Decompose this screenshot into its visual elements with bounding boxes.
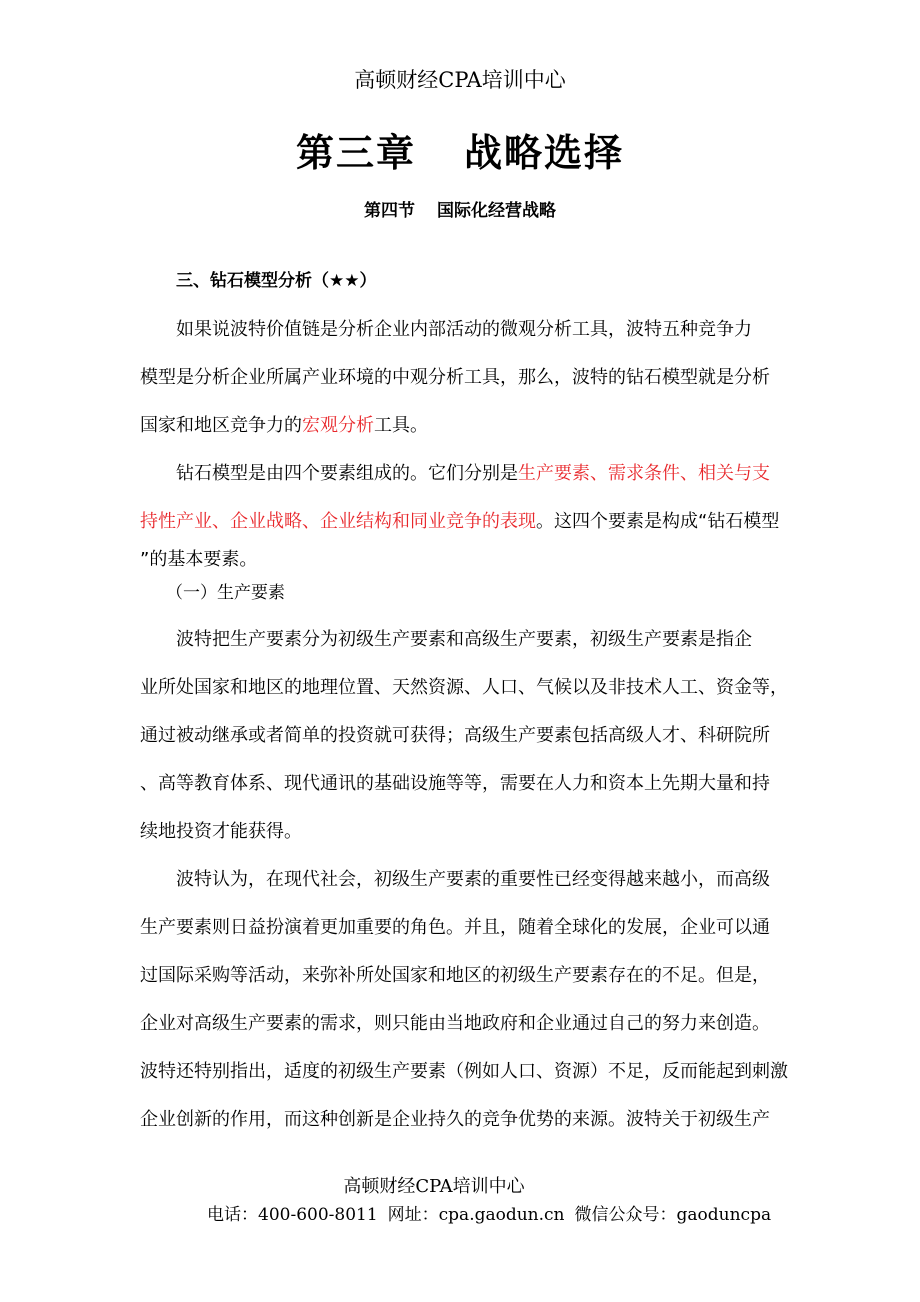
chapter-name: 战略选择 bbox=[464, 130, 625, 175]
footer-phone: 电话：400-600-8011 bbox=[207, 1205, 378, 1225]
text-run: 钻石模型是由四个要素组成的。它们分别是 bbox=[176, 463, 518, 484]
highlight-text: 持性产业、企业战略、企业结构和同业竞争的表现 bbox=[140, 511, 536, 532]
paragraph-line: 续地投资才能获得。 bbox=[140, 821, 302, 842]
chapter-title bbox=[0, 122, 920, 177]
subheading-production-factors: （一）生产要素 bbox=[166, 583, 285, 603]
chapter-number: 第三章 bbox=[295, 130, 416, 175]
paragraph-line: 通过被动继承或者简单的投资就可获得；高级生产要素包括高级人才、科研院所 bbox=[140, 725, 770, 746]
text-run: 波特把生产要素分为初级生产要素和高级生产要素，初级生产要素是指企 bbox=[176, 629, 752, 650]
subheading-diamond-model: 三、钻石模型分析（★★） bbox=[176, 271, 377, 291]
paragraph-four-elements bbox=[140, 450, 780, 574]
highlight-text: 宏观分析 bbox=[302, 415, 374, 436]
text-run: 波特认为，在现代社会，初级生产要素的重要性已经变得越来越小，而高级 bbox=[176, 869, 770, 890]
paragraph-line: 、高等教育体系、现代通讯的基础设施等等，需要在人力和资本上先期大量和持 bbox=[140, 773, 770, 794]
paragraph-line bbox=[140, 856, 780, 904]
text-run: 。这四个要素是构成“钻石模型 bbox=[536, 511, 780, 532]
paragraph-line bbox=[140, 306, 780, 354]
footer-wechat: 微信公众号：gaoduncpa bbox=[574, 1205, 772, 1225]
section-title bbox=[0, 196, 920, 221]
footer-org-text: 高顿财经CPA培训中心 bbox=[343, 1176, 525, 1197]
paragraph-line: 波特还特别指出，适度的初级生产要素（例如人口、资源）不足，反而能起到刺激 bbox=[140, 1061, 788, 1082]
footer-website: 网址：cpa.gaodun.cn bbox=[387, 1205, 565, 1225]
page-header: 高顿财经CPA培训中心 bbox=[354, 68, 566, 92]
paragraph-production-factors bbox=[140, 616, 788, 856]
text-run: 国家和地区竞争力的 bbox=[140, 415, 302, 436]
paragraph-line: 过国际采购等活动，来弥补所处国家和地区的初级生产要素存在的不足。但是， bbox=[140, 965, 770, 986]
paragraph-line bbox=[140, 402, 780, 450]
footer-contact bbox=[207, 1200, 771, 1225]
paragraph-line bbox=[140, 498, 780, 546]
section-name: 国际化经营战略 bbox=[437, 201, 556, 221]
text-run: 工具。 bbox=[374, 415, 428, 436]
paragraph-line: 业所处国家和地区的地理位置、天然资源、人口、气候以及非技术人工、资金等， bbox=[140, 677, 788, 698]
text-run: 如果说波特价值链是分析企业内部活动的微观分析工具，波特五种竞争力 bbox=[176, 319, 752, 340]
highlight-text: 生产要素、需求条件、相关与支 bbox=[518, 463, 770, 484]
paragraph-line bbox=[140, 616, 780, 664]
paragraph-intro bbox=[140, 306, 780, 450]
paragraph-line: 企业创新的作用，而这种创新是企业持久的竞争优势的来源。波特关于初级生产 bbox=[140, 1109, 770, 1130]
paragraph-line: 模型是分析企业所属产业环境的中观分析工具，那么，波特的钻石模型就是分析 bbox=[140, 367, 770, 388]
section-number: 第四节 bbox=[364, 201, 415, 221]
paragraph-line: 企业对高级生产要素的需求，则只能由当地政府和企业通过自己的努力来创造。 bbox=[140, 1013, 770, 1034]
paragraph-line bbox=[140, 450, 780, 498]
paragraph-porter-view bbox=[140, 856, 788, 1144]
paragraph-line: ”的基本要素。 bbox=[140, 549, 258, 570]
paragraph-line: 生产要素则日益扮演着更加重要的角色。并且，随着全球化的发展，企业可以通 bbox=[140, 917, 770, 938]
footer-org bbox=[0, 1172, 920, 1198]
